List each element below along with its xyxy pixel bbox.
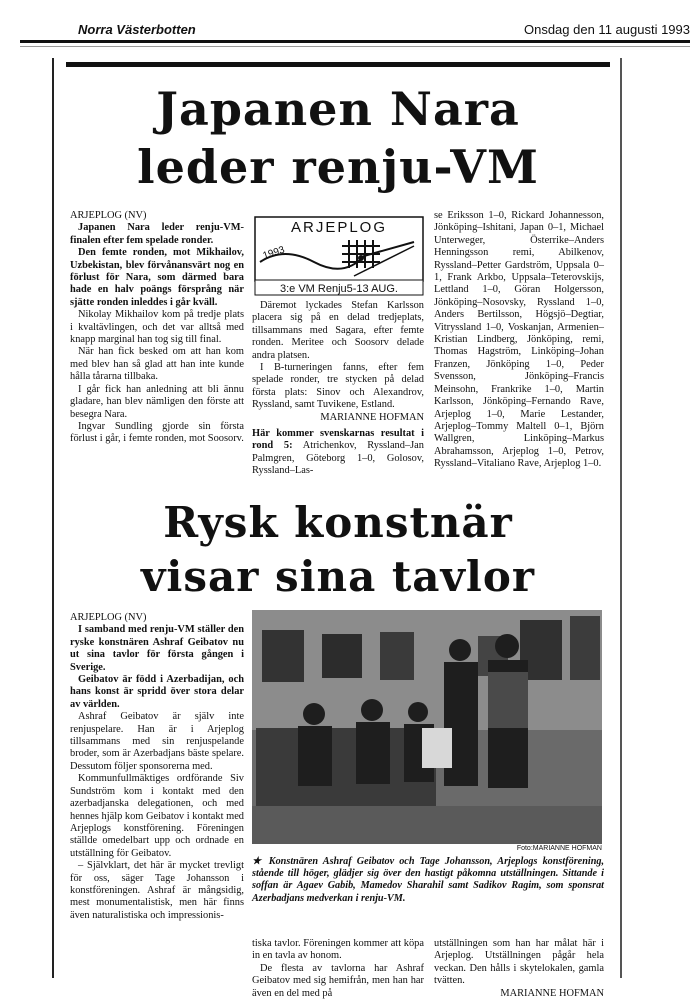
header-rule-thin [20, 46, 690, 47]
article1-paragraph: I går fick han anledning att bli ännu gladare, han blev nämligen den förste att besegra Nara. [70, 383, 244, 420]
results-text-start: Atrichenkov, Ryssland–Jan Palmgren, Göteborg 1–0, Golosov, Ryssland–Las- [252, 440, 424, 477]
article2-column-1 [70, 612, 244, 922]
article1-headline-line2: leder renju-VM [137, 140, 539, 194]
photo-illustration [252, 610, 602, 844]
article2-headline-line1: Rysk konstnär [163, 498, 513, 547]
results-heading: Här kommer svenskarnas resultat i rond 5: [252, 428, 424, 452]
photo-credit: Foto:MARIANNE HOFMAN [516, 845, 602, 852]
newspaper-header [78, 22, 690, 40]
article2-headline-line2: visar sina tavlor [140, 552, 536, 601]
article2-paragraph: De flesta av tavlorna har Ashraf Geibatov med sig hemifrån, men han har även en del med på [252, 962, 424, 999]
logo-bottom-text: 3:e VM Renju5-13 AUG. [279, 283, 399, 295]
article1-paragraph: Nikolay Mikhailov kom på tredje plats i kvaltävlingen, och det var alltså med knapp marginal han tog sig till final. [70, 309, 244, 346]
article1-lead-2: Den femte ronden, mot Mikhailov, Uzbekistan, blev förvånansvärt nog en förlust för Nara, som därmed bara hade en halv poängs försprång när sjätte ronden inleddes i går kväll. [70, 247, 244, 308]
article2-paragraph: Ashraf Geibatov är själv inte renjuspelare. Han är i Arjeplog tillsammans med sin renjuspelande broder, som är Azerbadjans bäste spelare. Dessutom följer sponsorerna med. [70, 711, 244, 772]
article2-lead: I samband med renju-VM ställer den ryske konstnären Ashraf Geibatov nu ut sina tavlor för första gången i Sverige. [70, 624, 244, 673]
clipping-border-right [620, 58, 622, 978]
article2-paragraph: Kommunfullmäktiges ordförande Siv Sundström kom i kontakt med den azerbadjanska delegationen, och med hennes hjälp kom Geibatov i kontakt med Arjeplogs konstförening. Föreningen ställde omedelbart upp och ordnade en utställning för Geibatov. [70, 773, 244, 859]
article2-paragraph: utställningen som han har målat här i Arjeplog. Utställningen pågår hela veckan. Den hålls i skytelokalen, gamla tvätten. [434, 938, 604, 987]
header-rule [20, 40, 690, 43]
article1-column-2 [252, 300, 424, 478]
article2-paragraph: – Självklart, det här är mycket trevligt för oss, säger Tage Johansson i konstföreningen. Ashraf är mångsidig, mest monumentalistisk, men här finns även naturalistiska och impressionis- [70, 860, 244, 921]
article2-column-2 [252, 938, 424, 1000]
results-text-continued: se Eriksson 1–0, Rickard Johannesson, Jönköping–Ishitani, Japan 0–1, Michael Unterweger, Österrike–Anders Henningsson remi, Abilkenov, Ryssland–Petter Gardström, Uppsala 0–1, Frank Arkbo, Uppsala–Teterovskijs, Lettland 1–0, Göran Holgersson, Jönköping–Nosovsky, Ryssland 1–0, Anders Bertilsson, Högsjö–Degtiar, Vitryssland 1–0, Voskanjan, Armenien–Kristian Lindberg, Jönköping, remi, Thomas Hagström, Linköping–Johan Franzen, Jönköping 1–0, Peder Svensson, Jönköping–Francis Meinsohn, Frankrike 1–0, Martin Karlsson, Jönköping–Fernando Rave, Arjeplog 1–0, Marie Lestander, Arjeplog–Tommy Maltell 0–1, Björn Wallgren, Linköping–Markus Abrahamsson, Arjeplog 1–0, Petrov, Ryssland–Vitaliano Rave, Arjeplog 1–0. [434, 210, 604, 470]
arjeplog-renju-logo [254, 216, 424, 296]
issue-date: Onsdag den 11 augusti 1993 [523, 22, 690, 37]
article1-column-1 [70, 210, 244, 446]
logo-year: 1993 [261, 244, 287, 262]
article2-paragraph: tiska tavlor. Föreningen kommer att köpa in en tavla av honom. [252, 938, 424, 962]
article-top-rule [66, 62, 610, 67]
article2-signature: MARIANNE HOFMAN [500, 987, 604, 999]
article1-lead: Japanen Nara leder renju-VM-finalen efter fem spelade ronder. [70, 222, 244, 246]
article2-lead-2: Geibatov är född i Azerbadijan, och hans konst är spridd över stora delar av världen. [70, 674, 244, 710]
article2-column-3 [434, 938, 604, 1000]
article1-signature: MARIANNE HOFMAN [320, 411, 424, 423]
exhibition-photo [252, 610, 602, 844]
article1-paragraph: Ingvar Sundling gjorde sin första förlust i går, i femte ronden, mot Soosorv. [70, 420, 244, 445]
article1-paragraph: När han fick besked om att han kom med blev han så glad att han inte kunde hålla tårarna tillbaka. [70, 346, 244, 383]
article1-paragraph: Däremot lyckades Stefan Karlsson placera sig på en delad tredjeplats, tillsammans med Sagara, efter femte ronden. Meritee och Soosorv delade andra platsen. [252, 300, 424, 361]
article1-column-3 [434, 210, 604, 471]
article1-headline-line1: Japanen Nara [156, 82, 520, 136]
photo-caption: ★ Konstnären Ashraf Geibatov och Tage Johansson, Arjeplogs konstförening, stående till höger, glädjer sig över den hastigt påkomna utställningen. Sittande i soffan är Agaev Gabib, Mamedov Sharahil samt Sadikov Ragim, som sponsrat Azerbadjans medverkan i renju-VM. [252, 856, 604, 904]
article1-byline: ARJEPLOG (NV) [70, 210, 147, 221]
newspaper-name: Norra Västerbotten [78, 22, 196, 37]
article1-paragraph: I B-turneringen fanns, efter fem spelade ronder, tre stycken på delad första plats: Sinov och Alexandrov, Ryssland, samt Tuvikene, Estland. [252, 362, 424, 411]
logo-top-text: ARJEPLOG [290, 219, 388, 236]
article2-byline: ARJEPLOG (NV) [70, 612, 147, 623]
clipping-border-left [52, 58, 54, 978]
article1-results [252, 428, 424, 478]
